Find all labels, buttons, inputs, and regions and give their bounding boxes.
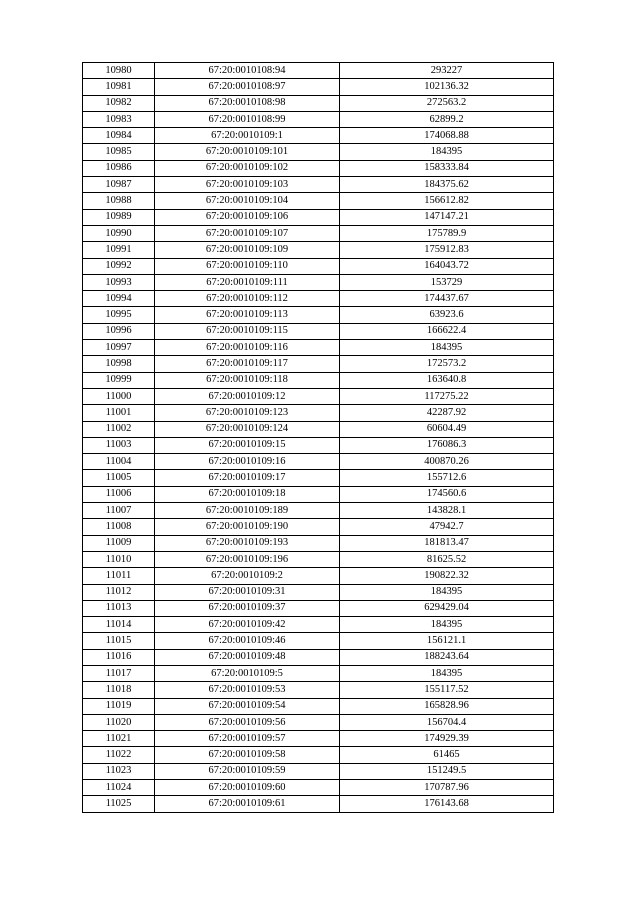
value-cell: 176086.3 xyxy=(340,437,554,453)
cadastral-number-cell: 67:20:0010109:104 xyxy=(155,193,340,209)
table-row xyxy=(83,177,554,193)
row-number-cell: 10988 xyxy=(83,193,155,209)
table-row xyxy=(83,633,554,649)
cadastral-number-cell: 67:20:0010109:57 xyxy=(155,731,340,747)
row-number-cell: 10983 xyxy=(83,111,155,127)
value-cell: 184395 xyxy=(340,617,554,633)
row-number-cell: 11025 xyxy=(83,796,155,812)
row-number-cell: 10984 xyxy=(83,128,155,144)
table-row xyxy=(83,225,554,241)
cadastral-number-cell: 67:20:0010109:56 xyxy=(155,714,340,730)
cadastral-number-cell: 67:20:0010109:1 xyxy=(155,128,340,144)
row-number-cell: 11012 xyxy=(83,584,155,600)
cadastral-number-cell: 67:20:0010109:190 xyxy=(155,519,340,535)
row-number-cell: 11023 xyxy=(83,763,155,779)
cadastral-number-cell: 67:20:0010109:118 xyxy=(155,372,340,388)
value-cell: 174437.67 xyxy=(340,291,554,307)
row-number-cell: 10982 xyxy=(83,95,155,111)
table-row xyxy=(83,535,554,551)
table-row xyxy=(83,584,554,600)
value-cell: 47942.7 xyxy=(340,519,554,535)
row-number-cell: 11008 xyxy=(83,519,155,535)
table-row xyxy=(83,291,554,307)
value-cell: 156704.4 xyxy=(340,714,554,730)
cadastral-number-cell: 67:20:0010109:17 xyxy=(155,470,340,486)
table-row xyxy=(83,323,554,339)
table-row xyxy=(83,421,554,437)
cadastral-number-cell: 67:20:0010109:107 xyxy=(155,225,340,241)
value-cell: 63923.6 xyxy=(340,307,554,323)
row-number-cell: 11007 xyxy=(83,503,155,519)
value-cell: 184395 xyxy=(340,665,554,681)
row-number-cell: 11009 xyxy=(83,535,155,551)
cadastral-number-cell: 67:20:0010109:58 xyxy=(155,747,340,763)
value-cell: 272563.2 xyxy=(340,95,554,111)
table-row xyxy=(83,307,554,323)
table-row xyxy=(83,437,554,453)
row-number-cell: 10991 xyxy=(83,242,155,258)
value-cell: 174929.39 xyxy=(340,731,554,747)
cadastral-number-cell: 67:20:0010109:110 xyxy=(155,258,340,274)
table-row xyxy=(83,503,554,519)
table-row xyxy=(83,747,554,763)
cadastral-number-cell: 67:20:0010109:196 xyxy=(155,551,340,567)
cadastral-number-cell: 67:20:0010109:193 xyxy=(155,535,340,551)
value-cell: 400870.26 xyxy=(340,454,554,470)
value-cell: 151249.5 xyxy=(340,763,554,779)
cadastral-number-cell: 67:20:0010109:109 xyxy=(155,242,340,258)
table-row xyxy=(83,242,554,258)
value-cell: 156612.82 xyxy=(340,193,554,209)
cadastral-number-cell: 67:20:0010108:98 xyxy=(155,95,340,111)
table-row xyxy=(83,405,554,421)
cadastral-number-cell: 67:20:0010109:18 xyxy=(155,486,340,502)
value-cell: 42287.92 xyxy=(340,405,554,421)
table-row xyxy=(83,551,554,567)
table-row xyxy=(83,780,554,796)
row-number-cell: 11015 xyxy=(83,633,155,649)
table-row xyxy=(83,63,554,79)
cadastral-number-cell: 67:20:0010109:103 xyxy=(155,177,340,193)
table-row xyxy=(83,763,554,779)
table-row xyxy=(83,649,554,665)
row-number-cell: 11002 xyxy=(83,421,155,437)
cadastral-number-cell: 67:20:0010109:59 xyxy=(155,763,340,779)
row-number-cell: 11022 xyxy=(83,747,155,763)
cadastral-value-table xyxy=(82,62,554,813)
cadastral-number-cell: 67:20:0010109:117 xyxy=(155,356,340,372)
cadastral-number-cell: 67:20:0010109:5 xyxy=(155,665,340,681)
cadastral-number-cell: 67:20:0010109:106 xyxy=(155,209,340,225)
value-cell: 117275.22 xyxy=(340,388,554,404)
row-number-cell: 11018 xyxy=(83,682,155,698)
row-number-cell: 11014 xyxy=(83,617,155,633)
row-number-cell: 10989 xyxy=(83,209,155,225)
table-row xyxy=(83,519,554,535)
cadastral-number-cell: 67:20:0010109:116 xyxy=(155,340,340,356)
cadastral-number-cell: 67:20:0010109:48 xyxy=(155,649,340,665)
row-number-cell: 11019 xyxy=(83,698,155,714)
cadastral-number-cell: 67:20:0010109:53 xyxy=(155,682,340,698)
row-number-cell: 10999 xyxy=(83,372,155,388)
value-cell: 164043.72 xyxy=(340,258,554,274)
value-cell: 175789.9 xyxy=(340,225,554,241)
value-cell: 61465 xyxy=(340,747,554,763)
value-cell: 166622.4 xyxy=(340,323,554,339)
value-cell: 155117.52 xyxy=(340,682,554,698)
table-row xyxy=(83,568,554,584)
value-cell: 147147.21 xyxy=(340,209,554,225)
row-number-cell: 11000 xyxy=(83,388,155,404)
value-cell: 629429.04 xyxy=(340,600,554,616)
value-cell: 181813.47 xyxy=(340,535,554,551)
cadastral-number-cell: 67:20:0010109:101 xyxy=(155,144,340,160)
value-cell: 176143.68 xyxy=(340,796,554,812)
table-row xyxy=(83,388,554,404)
value-cell: 62899.2 xyxy=(340,111,554,127)
table-row xyxy=(83,714,554,730)
cadastral-number-cell: 67:20:0010108:94 xyxy=(155,63,340,79)
cadastral-number-cell: 67:20:0010109:123 xyxy=(155,405,340,421)
table-row xyxy=(83,356,554,372)
cadastral-number-cell: 67:20:0010109:54 xyxy=(155,698,340,714)
value-cell: 188243.64 xyxy=(340,649,554,665)
table-row xyxy=(83,95,554,111)
cadastral-number-cell: 67:20:0010109:46 xyxy=(155,633,340,649)
cadastral-number-cell: 67:20:0010109:60 xyxy=(155,780,340,796)
table-row xyxy=(83,209,554,225)
row-number-cell: 11024 xyxy=(83,780,155,796)
table-row xyxy=(83,193,554,209)
value-cell: 184395 xyxy=(340,340,554,356)
table-row xyxy=(83,486,554,502)
cadastral-number-cell: 67:20:0010109:112 xyxy=(155,291,340,307)
value-cell: 184395 xyxy=(340,584,554,600)
row-number-cell: 10998 xyxy=(83,356,155,372)
value-cell: 175912.83 xyxy=(340,242,554,258)
row-number-cell: 10981 xyxy=(83,79,155,95)
row-number-cell: 11006 xyxy=(83,486,155,502)
cadastral-number-cell: 67:20:0010109:115 xyxy=(155,323,340,339)
row-number-cell: 10987 xyxy=(83,177,155,193)
row-number-cell: 10985 xyxy=(83,144,155,160)
value-cell: 184375.62 xyxy=(340,177,554,193)
cadastral-number-cell: 67:20:0010109:102 xyxy=(155,160,340,176)
row-number-cell: 11021 xyxy=(83,731,155,747)
row-number-cell: 10995 xyxy=(83,307,155,323)
row-number-cell: 11011 xyxy=(83,568,155,584)
row-number-cell: 10997 xyxy=(83,340,155,356)
value-cell: 174068.88 xyxy=(340,128,554,144)
row-number-cell: 11010 xyxy=(83,551,155,567)
value-cell: 153729 xyxy=(340,274,554,290)
table-row xyxy=(83,79,554,95)
value-cell: 155712.6 xyxy=(340,470,554,486)
value-cell: 156121.1 xyxy=(340,633,554,649)
table-row xyxy=(83,454,554,470)
table-row xyxy=(83,274,554,290)
value-cell: 170787.96 xyxy=(340,780,554,796)
row-number-cell: 11001 xyxy=(83,405,155,421)
value-cell: 165828.96 xyxy=(340,698,554,714)
table-row xyxy=(83,682,554,698)
row-number-cell: 10993 xyxy=(83,274,155,290)
table-row xyxy=(83,731,554,747)
row-number-cell: 10980 xyxy=(83,63,155,79)
cadastral-number-cell: 67:20:0010109:16 xyxy=(155,454,340,470)
table-row xyxy=(83,698,554,714)
cadastral-number-cell: 67:20:0010108:97 xyxy=(155,79,340,95)
value-cell: 143828.1 xyxy=(340,503,554,519)
cadastral-number-cell: 67:20:0010109:124 xyxy=(155,421,340,437)
row-number-cell: 11016 xyxy=(83,649,155,665)
table-row xyxy=(83,144,554,160)
row-number-cell: 10986 xyxy=(83,160,155,176)
table-row xyxy=(83,796,554,812)
row-number-cell: 11005 xyxy=(83,470,155,486)
table-row xyxy=(83,340,554,356)
table-row xyxy=(83,111,554,127)
row-number-cell: 11017 xyxy=(83,665,155,681)
cadastral-number-cell: 67:20:0010109:31 xyxy=(155,584,340,600)
value-cell: 60604.49 xyxy=(340,421,554,437)
cadastral-number-cell: 67:20:0010108:99 xyxy=(155,111,340,127)
table-row xyxy=(83,372,554,388)
table-row xyxy=(83,160,554,176)
table-row xyxy=(83,665,554,681)
table-body xyxy=(83,63,554,813)
cadastral-number-cell: 67:20:0010109:12 xyxy=(155,388,340,404)
value-cell: 293227 xyxy=(340,63,554,79)
value-cell: 174560.6 xyxy=(340,486,554,502)
table-row xyxy=(83,600,554,616)
row-number-cell: 11020 xyxy=(83,714,155,730)
cadastral-number-cell: 67:20:0010109:111 xyxy=(155,274,340,290)
row-number-cell: 10996 xyxy=(83,323,155,339)
row-number-cell: 11013 xyxy=(83,600,155,616)
value-cell: 163640.8 xyxy=(340,372,554,388)
row-number-cell: 10990 xyxy=(83,225,155,241)
value-cell: 81625.52 xyxy=(340,551,554,567)
cadastral-number-cell: 67:20:0010109:61 xyxy=(155,796,340,812)
cadastral-number-cell: 67:20:0010109:113 xyxy=(155,307,340,323)
value-cell: 102136.32 xyxy=(340,79,554,95)
table-row xyxy=(83,258,554,274)
row-number-cell: 11003 xyxy=(83,437,155,453)
row-number-cell: 10994 xyxy=(83,291,155,307)
table-row xyxy=(83,470,554,486)
value-cell: 184395 xyxy=(340,144,554,160)
cadastral-number-cell: 67:20:0010109:189 xyxy=(155,503,340,519)
cadastral-number-cell: 67:20:0010109:37 xyxy=(155,600,340,616)
cadastral-number-cell: 67:20:0010109:42 xyxy=(155,617,340,633)
value-cell: 190822.32 xyxy=(340,568,554,584)
value-cell: 172573.2 xyxy=(340,356,554,372)
row-number-cell: 11004 xyxy=(83,454,155,470)
cadastral-number-cell: 67:20:0010109:15 xyxy=(155,437,340,453)
cadastral-number-cell: 67:20:0010109:2 xyxy=(155,568,340,584)
value-cell: 158333.84 xyxy=(340,160,554,176)
table-row xyxy=(83,617,554,633)
row-number-cell: 10992 xyxy=(83,258,155,274)
table-row xyxy=(83,128,554,144)
